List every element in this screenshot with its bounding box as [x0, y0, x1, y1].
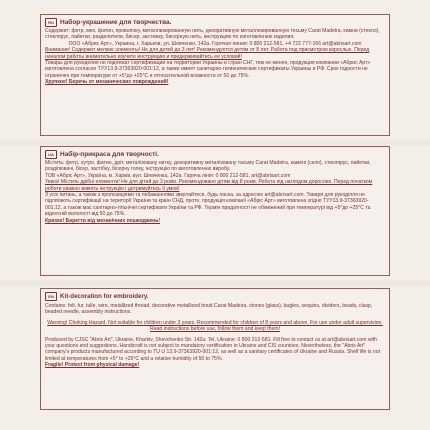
certification-text: Товары для рукоделия не подлежат сертификации на территории Украины и стран СНГ, тем не менее, продукция компании «Абрис Арт» изготовлена согласно ТУУ13.9-37363920-001:12, а также имеет санитарно-гигиенические сертификаты Украины и РФ. Срок годности не ограничен при температуре от +5°до +25°С и относительной влажности от 50 до 75%. [45, 60, 371, 79]
fragile-text: Крихке! Берегти від механічних пошкоджень! [45, 217, 161, 224]
manufacturer-text: ООО «Абрис Арт», Украина, г. Харьков, ул. Шевченко, 142а. Горячая линия: 0 800 212-581, +4 722 777-166 art@abrisart.com [68, 40, 362, 47]
label-russian [40, 14, 390, 136]
label-ukrainian [40, 146, 390, 276]
contents-text: Содержит: фетр, мех, фатин, проволоку, металлизированную нить, декоративную металлизированную тесьму Carat Madeira, камни (стекло), стеклярус, пайетки, разделители, бисер, застежку, бисерную нить, инструкцию по изготовлению изделия. [45, 28, 380, 41]
contents-text: Contains: felt, fur, tulle, wire, metallized thread, decorative metallized braid Carat Madeira, stones (glass), bugles, sequins, dividers, beads, clasp, beaded needle, assembly instructions. [45, 303, 373, 316]
language-badge: UA [45, 150, 57, 159]
contents-text: Містить: фетр, хутро, фатин, дріт, металізовану нитку, декоративну металізовану тасьму Carat Madeira, камені (скло), стеклярус, пайетки, розділювачі, бісер, застібку, бісерну голку, інструкцію по виготовленню виробу. [45, 160, 371, 173]
label-title: Набор-украшение для творчества. [60, 18, 172, 26]
manufacturer-text: ТОВ «Абріс Арт», Україна, м. Харків, вул. Шевченка, 142а. Гаряча лінія: 0 800 212-581, art@abrisart.com [45, 172, 291, 179]
divider [0, 280, 430, 286]
language-badge: EN [45, 292, 57, 301]
label-heading [45, 150, 385, 159]
language-badge: RU [45, 18, 57, 27]
label-title: Набір-прикраса для творчості. [60, 150, 159, 158]
fragile-text: Хрупкое! Беречь от механических повреждений! [45, 79, 169, 86]
divider [0, 139, 430, 145]
warning-text: Увага! Містить дрібні елементи! Не для дітей до 3 років. Рекомендовано дітям від 8 років. Робота під наглядом дорослих. Перед початком роботи уважно вивчіть інструкцію і дотримуйтесь її умов! [45, 179, 373, 192]
label-title: Kit-decoration for embroidery. [60, 292, 149, 300]
manufacturer-text: Produced by CJSC "Abris Art", Ukraine, Kharkiv, Shevchenko Str. 142a. Tel. Ukraine: 0 800 212-581. Fill free to contact us at art@abrisart.com with your questions and suggestions. Handicraft is not subject to mandatory certification in Ukraine and CIS countries. Nevertheless, the "Abris Art" company's products manufactured according to TU U 13.9-37363920-001:12, as well as a sanitary certificates of Ukraine and Russia. Shelf life is not limited at temperatures from +5° to +25°C and a relative humidity of 50 to 75%. [45, 336, 380, 362]
label-heading [45, 292, 385, 301]
fragile-text: Fragile! Protect from physical damage! [45, 362, 140, 369]
label-english [40, 288, 390, 410]
label-heading [45, 18, 385, 27]
certification-text: З усіх питань, а також з пропозиціями та побажаннями звертайтеся, будь ласка, за адресою art@abrisart.com. Товари для рукоділля не підлягають сертифікації на території України та країн СНД, проте, продукція компанії «Абріс Арт» виготовлена згідно ТУУ13.9-37363920-001:12, а також має санітарно-гігієнічні сертифікати України та РФ. Термін придатності не обмежений при температурі від +5°до +25°С та відносній вологості від 50 до 75%. [45, 192, 371, 218]
warning-text: Внимание! Содержит мелкие элементы! Не для детей до 3 лет! Рекомендуется детям от 8 лет. Работа под присмотром взрослых. Перед началом работы внимательно изучите инструкцию и придерживайтесь ее условий! [45, 47, 370, 60]
warning-text: Warning! Choking Hazard. Not suitable for children under 3 years. Recommended for children of 8 years and above. For use under adult supervision. Read instructions before use, follow them and keep them! [47, 319, 383, 333]
